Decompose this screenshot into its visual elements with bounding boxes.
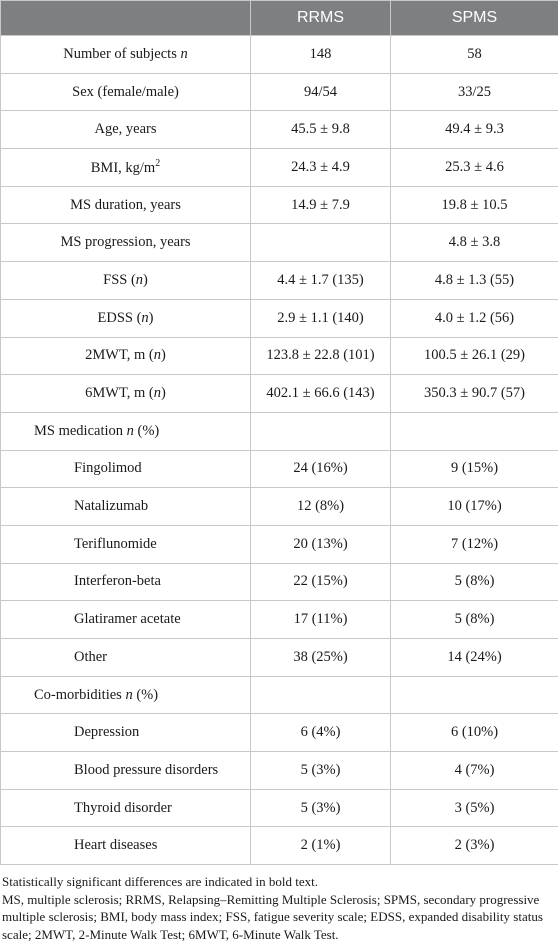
- table-row: [1, 488, 558, 526]
- spms-value: 6 (10%): [391, 714, 558, 752]
- table-row: [1, 789, 558, 827]
- row-label: Age, years: [1, 111, 251, 149]
- row-label: Blood pressure disorders: [1, 752, 251, 790]
- table-row: [1, 601, 558, 639]
- rrms-value: 24.3 ± 4.9: [251, 149, 391, 187]
- rrms-value: 5 (3%): [251, 789, 391, 827]
- row-label: MS duration, years: [1, 186, 251, 224]
- spms-value: 33/25: [391, 73, 558, 111]
- rrms-value: 148: [251, 36, 391, 74]
- row-label: Number of subjects n: [1, 36, 251, 74]
- rrms-value: [251, 224, 391, 262]
- rrms-value: 402.1 ± 66.6 (143): [251, 375, 391, 413]
- spms-value: 49.4 ± 9.3: [391, 111, 558, 149]
- rrms-value: [251, 676, 391, 714]
- table-row: [1, 337, 558, 375]
- spms-value: 5 (8%): [391, 601, 558, 639]
- rrms-value: 123.8 ± 22.8 (101): [251, 337, 391, 375]
- table-row: [1, 827, 558, 865]
- row-label: Other: [1, 639, 251, 677]
- row-label: Teriflunomide: [1, 525, 251, 563]
- spms-value: 10 (17%): [391, 488, 558, 526]
- row-label: Depression: [1, 714, 251, 752]
- footnote-significance: Statistically significant differences are indicated in bold text.: [2, 873, 554, 891]
- spms-value: 9 (15%): [391, 450, 558, 488]
- section-label: MS medication n (%): [1, 412, 251, 450]
- rrms-value: 94/54: [251, 73, 391, 111]
- row-label: MS progression, years: [1, 224, 251, 262]
- table-row: [1, 714, 558, 752]
- header-rrms: RRMS: [251, 1, 391, 36]
- table-row: [1, 111, 558, 149]
- row-label: Fingolimod: [1, 450, 251, 488]
- spms-value: 4 (7%): [391, 752, 558, 790]
- spms-value: 4.8 ± 3.8: [391, 224, 558, 262]
- rrms-value: 5 (3%): [251, 752, 391, 790]
- header-row: [1, 1, 558, 36]
- rrms-value: 45.5 ± 9.8: [251, 111, 391, 149]
- row-label: Natalizumab: [1, 488, 251, 526]
- rrms-value: 2.9 ± 1.1 (140): [251, 299, 391, 337]
- spms-value: 100.5 ± 26.1 (29): [391, 337, 558, 375]
- table-row: [1, 262, 558, 300]
- row-label: FSS (n): [1, 262, 251, 300]
- row-label: Glatiramer acetate: [1, 601, 251, 639]
- rrms-value: 20 (13%): [251, 525, 391, 563]
- table-row: [1, 299, 558, 337]
- spms-value: 350.3 ± 90.7 (57): [391, 375, 558, 413]
- rrms-value: 6 (4%): [251, 714, 391, 752]
- spms-value: 19.8 ± 10.5: [391, 186, 558, 224]
- table-row: [1, 375, 558, 413]
- row-label: 6MWT, m (n): [1, 375, 251, 413]
- spms-value: [391, 676, 558, 714]
- rrms-value: 14.9 ± 7.9: [251, 186, 391, 224]
- table-row: [1, 73, 558, 111]
- table-row-section: [1, 676, 558, 714]
- rrms-value: 12 (8%): [251, 488, 391, 526]
- rrms-value: 22 (15%): [251, 563, 391, 601]
- spms-value: 7 (12%): [391, 525, 558, 563]
- rrms-value: 38 (25%): [251, 639, 391, 677]
- table-footnotes: [0, 865, 558, 943]
- spms-value: [391, 412, 558, 450]
- header-spms: SPMS: [391, 1, 558, 36]
- spms-value: 3 (5%): [391, 789, 558, 827]
- row-label: Thyroid disorder: [1, 789, 251, 827]
- table-row: [1, 563, 558, 601]
- rrms-value: 17 (11%): [251, 601, 391, 639]
- table-row: [1, 224, 558, 262]
- rrms-value: [251, 412, 391, 450]
- rrms-value: 4.4 ± 1.7 (135): [251, 262, 391, 300]
- row-label: Interferon-beta: [1, 563, 251, 601]
- spms-value: 25.3 ± 4.6: [391, 149, 558, 187]
- row-label: Sex (female/male): [1, 73, 251, 111]
- table-row: [1, 639, 558, 677]
- row-label: EDSS (n): [1, 299, 251, 337]
- footnote-abbreviations: MS, multiple sclerosis; RRMS, Relapsing–Remitting Multiple Sclerosis; SPMS, secondary progressive multiple sclerosis; BMI, body mass index; FSS, fatigue severity scale; EDSS, expanded disability status scale; 2MWT, 2-Minute Walk Test; 6MWT, 6-Minute Walk Test.: [2, 891, 554, 943]
- spms-value: 5 (8%): [391, 563, 558, 601]
- spms-value: 58: [391, 36, 558, 74]
- row-label: BMI, $kg/m^2$: [1, 149, 251, 187]
- table-row-section: [1, 412, 558, 450]
- row-label: 2MWT, m (n): [1, 337, 251, 375]
- header-empty: [1, 1, 251, 36]
- spms-value: 2 (3%): [391, 827, 558, 865]
- rrms-value: 24 (16%): [251, 450, 391, 488]
- rrms-value: 2 (1%): [251, 827, 391, 865]
- spms-value: 14 (24%): [391, 639, 558, 677]
- table-row: [1, 525, 558, 563]
- spms-value: 4.8 ± 1.3 (55): [391, 262, 558, 300]
- table-row: [1, 186, 558, 224]
- section-label: Co-morbidities n (%): [1, 676, 251, 714]
- table-row: [1, 752, 558, 790]
- table-row: [1, 149, 558, 187]
- table-row: [1, 36, 558, 74]
- row-label: Heart diseases: [1, 827, 251, 865]
- spms-value: 4.0 ± 1.2 (56): [391, 299, 558, 337]
- table-row: [1, 450, 558, 488]
